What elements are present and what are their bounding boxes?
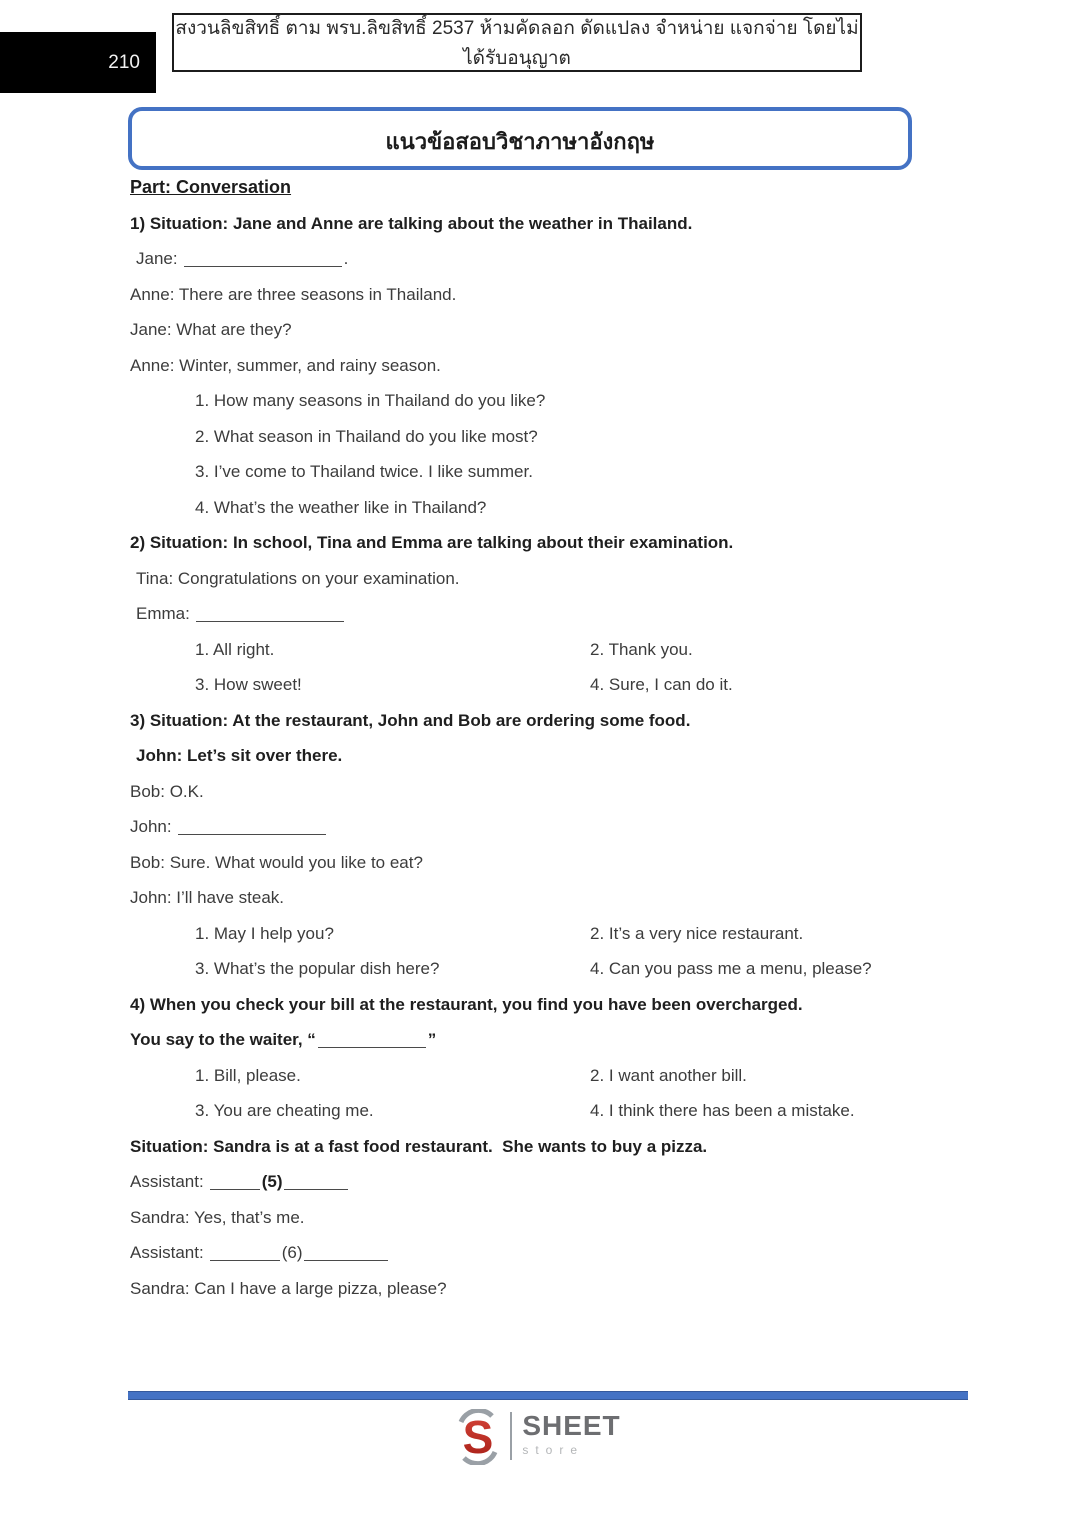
- option-item: 1. May I help you?: [195, 923, 334, 943]
- dialog-line: John: I’ll have steak.: [130, 888, 285, 907]
- option-item: 4. What’s the weather like in Thailand?: [195, 497, 487, 517]
- speaker-label: Emma:: [136, 604, 190, 623]
- question-4: [130, 994, 950, 1122]
- svg-text:S: S: [462, 1411, 494, 1463]
- speaker-label: Assistant:: [130, 1172, 204, 1191]
- question-5: [130, 1136, 950, 1299]
- answer-blank: [318, 1031, 426, 1048]
- dialog-line: [130, 1171, 950, 1192]
- option-item: 2. Thank you.: [590, 639, 693, 659]
- option-row: [130, 1100, 950, 1121]
- dialog-line: [130, 1242, 950, 1263]
- question-2-heading: 2) Situation: In school, Tina and Emma are talking about their examination.: [130, 533, 734, 552]
- question-3-heading: 3) Situation: At the restaurant, John and Bob are ordering some food.: [130, 710, 691, 730]
- speaker-label: Assistant:: [130, 1243, 204, 1262]
- question-2: [130, 532, 950, 695]
- page-number-badge: [0, 32, 156, 93]
- prompt-text: You say to the waiter, “: [130, 1030, 316, 1049]
- dialog-line: [130, 603, 950, 624]
- option-row: [130, 639, 950, 660]
- question-1: [130, 213, 950, 518]
- logo-text-block: [522, 1412, 620, 1457]
- blank-suffix: .: [343, 249, 349, 268]
- copyright-notice: สงวนลิขสิทธิ์ ตาม พรบ.ลิขสิทธิ์ 2537 ห้ามคัดลอก ดัดแปลง จำหน่าย แจกจ่าย โดยไม่ได้รับอนุญาต: [175, 17, 859, 69]
- logo-sub-text: store: [522, 1443, 584, 1457]
- dialog-line: Sandra: Can I have a large pizza, please?: [130, 1278, 447, 1298]
- dialog-line: Bob: O.K.: [130, 781, 204, 801]
- question-4-prompt: [130, 1029, 950, 1050]
- option-item: 4. Can you pass me a menu, please?: [590, 959, 872, 978]
- option-item: 1. All right.: [195, 639, 275, 659]
- exam-title-box: [128, 107, 912, 170]
- dialog-line: John: Let’s sit over there.: [136, 746, 343, 765]
- logo-brand-text: SHEET: [522, 1410, 621, 1441]
- exam-title: แนวข้อสอบวิชาภาษาอังกฤษ: [385, 129, 655, 154]
- dialog-line: Bob: Sure. What would you like to eat?: [130, 852, 423, 872]
- answer-blank: [210, 1173, 260, 1190]
- dialog-line: Anne: Winter, summer, and rainy season.: [130, 355, 441, 375]
- question-3: [130, 710, 950, 980]
- option-item: 1. Bill, please.: [195, 1065, 301, 1085]
- option-item: 1. How many seasons in Thailand do you like?: [195, 391, 546, 410]
- option-row: [130, 958, 950, 979]
- option-row: [130, 1065, 950, 1086]
- footer-divider: [128, 1391, 968, 1400]
- speaker-label: John:: [130, 817, 172, 836]
- dialog-line: Jane: What are they?: [130, 320, 292, 339]
- dialog-line: Sandra: Yes, that’s me.: [130, 1207, 305, 1227]
- option-item: 2. I want another bill.: [590, 1065, 747, 1085]
- part-heading: Part: Conversation: [130, 177, 292, 197]
- dialog-line: Tina: Congratulations on your examination.: [136, 568, 460, 588]
- speaker-label: Jane:: [136, 249, 178, 268]
- question-1-heading: 1) Situation: Jane and Anne are talking about the weather in Thailand.: [130, 213, 693, 233]
- answer-blank: [210, 1244, 280, 1261]
- answer-blank: [178, 818, 326, 835]
- option-item: 2. What season in Thailand do you like most?: [195, 426, 538, 446]
- blank-number: (6): [281, 1243, 303, 1262]
- option-row: [130, 674, 950, 695]
- question-4-heading: 4) When you check your bill at the restaurant, you find you have been overcharged.: [130, 994, 803, 1014]
- question-5-heading: Situation: Sandra is at a fast food restaurant. She wants to buy a pizza.: [130, 1136, 708, 1156]
- document-body: [130, 177, 950, 1313]
- dialog-line: [130, 816, 950, 837]
- page-number: 210: [108, 51, 140, 73]
- option-item: 4. I think there has been a mistake.: [590, 1101, 855, 1120]
- answer-blank: [184, 250, 342, 267]
- answer-blank: [284, 1173, 348, 1190]
- answer-blank: [196, 605, 344, 622]
- dialog-line: Anne: There are three seasons in Thailand.: [130, 284, 457, 304]
- option-item: 4. Sure, I can do it.: [590, 675, 733, 694]
- option-item: 3. What’s the popular dish here?: [195, 959, 440, 978]
- logo-divider: [510, 1412, 512, 1460]
- option-item: 3. How sweet!: [195, 675, 302, 694]
- option-row: [130, 923, 950, 944]
- copyright-notice-box: [172, 13, 862, 72]
- prompt-close-quote: ”: [427, 1030, 437, 1049]
- sheet-store-logo-icon: [454, 1409, 502, 1465]
- sheet-store-logo: [0, 1409, 1075, 1465]
- blank-number: (5): [261, 1172, 283, 1191]
- option-item: 3. You are cheating me.: [195, 1101, 374, 1120]
- dialog-line: [130, 248, 950, 269]
- option-item: 2. It’s a very nice restaurant.: [590, 923, 804, 943]
- answer-blank: [304, 1244, 388, 1261]
- option-item: 3. I’ve come to Thailand twice. I like summer.: [195, 462, 533, 481]
